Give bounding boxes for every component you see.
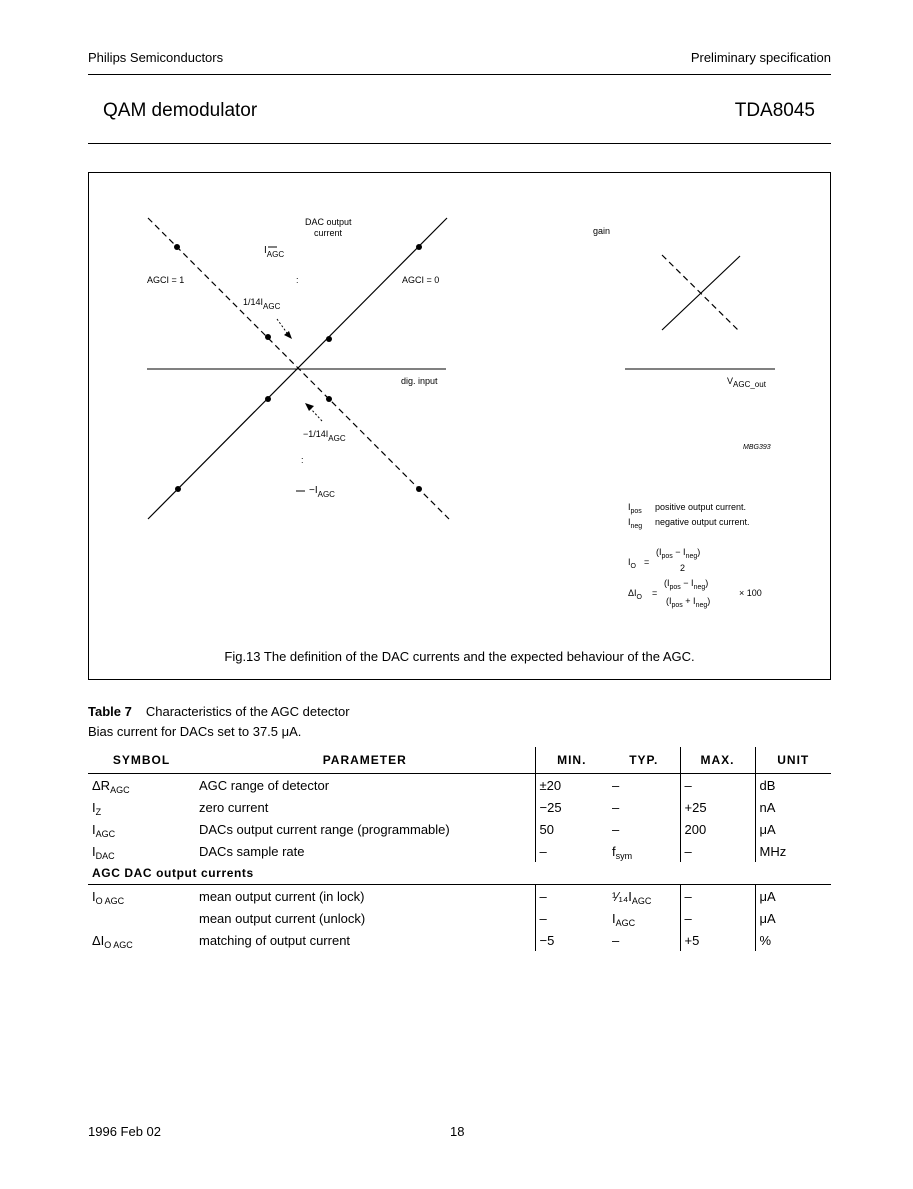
agc-characteristics-table: [88, 747, 831, 951]
neg-frac-label: −1/14IAGC: [303, 429, 346, 443]
page-title: QAM demodulator: [103, 100, 258, 121]
parameter-cell: mean output current (unlock): [199, 910, 366, 926]
eq1-numerator: $(I_{pos} - I_{neg})$: [656, 547, 701, 560]
point-dot: [416, 244, 422, 250]
typ-cell: –: [612, 799, 620, 815]
col-symbol: SYMBOL: [88, 747, 195, 774]
vagc-label: VAGC_out: [727, 376, 766, 389]
parameter-cell: mean output current (in lock): [199, 888, 365, 904]
unit-cell: MHz: [755, 840, 831, 862]
max-cell: 200: [680, 818, 755, 840]
footer-date: 1996 Feb 02: [88, 1124, 162, 1139]
unit-cell: nA: [755, 796, 831, 818]
ipos-symbol: $I_{pos}$: [628, 502, 642, 515]
symbol-cell: $I_{AGC}$: [92, 821, 116, 839]
unit-cell: μA: [755, 818, 831, 840]
max-cell: –: [680, 885, 755, 908]
parameter-cell: matching of output current: [199, 932, 351, 948]
point-dot: [174, 244, 180, 250]
parameter-cell: DACs output current range (programmable): [199, 821, 450, 837]
unit-cell: %: [755, 929, 831, 951]
table-row: [88, 907, 831, 929]
section-heading: AGC DAC output currents: [88, 862, 831, 885]
dac-output-label-1: DAC output: [305, 217, 352, 227]
dac-output-label-2: current: [314, 228, 343, 238]
eq1-denominator: 2: [680, 563, 686, 573]
parameter-cell: zero current: [199, 799, 269, 815]
part-number: TDA8045: [734, 100, 815, 121]
eq1-equals: =: [644, 557, 650, 567]
symbol-cell: $\Delta I_{O AGC}$: [92, 932, 133, 950]
max-cell: –: [680, 907, 755, 929]
max-cell: +5: [680, 929, 755, 951]
page-number: 18: [450, 1124, 465, 1139]
col-unit: UNIT: [755, 747, 831, 774]
min-cell: –: [535, 885, 608, 908]
table-title: Table 7 Characteristics of the AGC detector: [88, 704, 350, 719]
figure-13: [88, 172, 831, 680]
parameter-cell: DACs sample rate: [199, 843, 305, 859]
dots-mark: :: [301, 455, 304, 465]
table-subtitle: Bias current for DACs set to 37.5 μA.: [88, 724, 302, 739]
document-type: Preliminary specification: [690, 50, 831, 65]
eq2-lhs: $\Delta I_O$: [628, 588, 642, 601]
dig-input-label: dig. input: [401, 376, 438, 386]
iagc-label: $I_{AGC}$: [264, 245, 285, 259]
gain-label: gain: [593, 226, 611, 236]
arrow-line: [277, 319, 287, 333]
min-cell: ±20: [535, 774, 608, 797]
agci0-label: AGCI = 0: [402, 275, 440, 285]
table-row: [88, 885, 831, 908]
parameter-cell: AGC range of detector: [199, 777, 330, 793]
min-cell: –: [535, 907, 608, 929]
eq1-lhs: $I_O$: [628, 557, 636, 570]
header-rule: [88, 74, 831, 75]
point-dot: [265, 396, 271, 402]
table-header-row: [88, 747, 831, 774]
ineg-symbol: $I_{neg}$: [628, 517, 643, 530]
company-name: Philips Semiconductors: [88, 50, 224, 65]
eq2-tail: × 100: [739, 588, 762, 598]
title-rule: [88, 143, 831, 144]
unit-cell: μA: [755, 885, 831, 908]
typ-cell: $f_{sym}$: [612, 843, 633, 861]
typ-cell: –: [612, 821, 620, 837]
eq2-numerator: $(I_{pos} - I_{neg})$: [664, 578, 709, 591]
symbol-cell: $\Delta R_{AGC}$: [92, 777, 130, 795]
agci1-label: AGCI = 1: [147, 275, 185, 285]
min-cell: –: [535, 840, 608, 862]
frac-label: 1/14IAGC: [243, 297, 281, 311]
symbol-cell: $I_Z$: [92, 799, 102, 817]
col-min: MIN.: [535, 747, 608, 774]
unit-cell: μA: [755, 907, 831, 929]
table-row: [88, 840, 831, 862]
point-dot: [265, 334, 271, 340]
min-cell: 50: [535, 818, 608, 840]
table-row: [88, 796, 831, 818]
col-parameter: PARAMETER: [195, 747, 535, 774]
typ-cell: $I_{AGC}$: [612, 910, 636, 928]
table-row: [88, 929, 831, 951]
min-cell: −5: [535, 929, 608, 951]
eq2-denominator: $(I_{pos} + I_{neg})$: [666, 596, 711, 609]
point-dot: [326, 336, 332, 342]
point-dot: [416, 486, 422, 492]
max-cell: –: [680, 774, 755, 797]
dac-current-diagram: [89, 173, 830, 679]
table-section-row: [88, 862, 831, 885]
neg-iagc-label: $-I_{AGC}$: [309, 485, 335, 499]
table-row: [88, 818, 831, 840]
arrow-line: [311, 409, 322, 421]
typ-cell: –: [612, 777, 620, 793]
ineg-description: negative output current.: [655, 517, 750, 527]
point-dot: [175, 486, 181, 492]
ipos-description: positive output current.: [655, 502, 747, 512]
figure-caption: Fig.13 The definition of the DAC currents and the expected behaviour of the AGC.: [224, 649, 695, 664]
table-row: [88, 774, 831, 797]
typ-cell: –: [612, 932, 620, 948]
symbol-cell: $I_{DAC}$: [92, 843, 115, 861]
figure-code: MBG393: [743, 444, 771, 451]
unit-cell: dB: [755, 774, 831, 797]
dots-mark: :: [296, 275, 299, 285]
max-cell: +25: [680, 796, 755, 818]
max-cell: –: [680, 840, 755, 862]
typ-cell: $^1⁄_{14}I_{AGC}$: [612, 888, 652, 906]
eq2-equals: =: [652, 588, 658, 598]
col-typ: TYP.: [608, 747, 680, 774]
min-cell: −25: [535, 796, 608, 818]
arrow-head: [305, 403, 314, 411]
point-dot: [326, 396, 332, 402]
symbol-cell: $I_{O AGC}$: [92, 888, 125, 906]
arrow-head: [284, 331, 292, 339]
col-max: MAX.: [680, 747, 755, 774]
symbol-cell: [88, 907, 195, 929]
